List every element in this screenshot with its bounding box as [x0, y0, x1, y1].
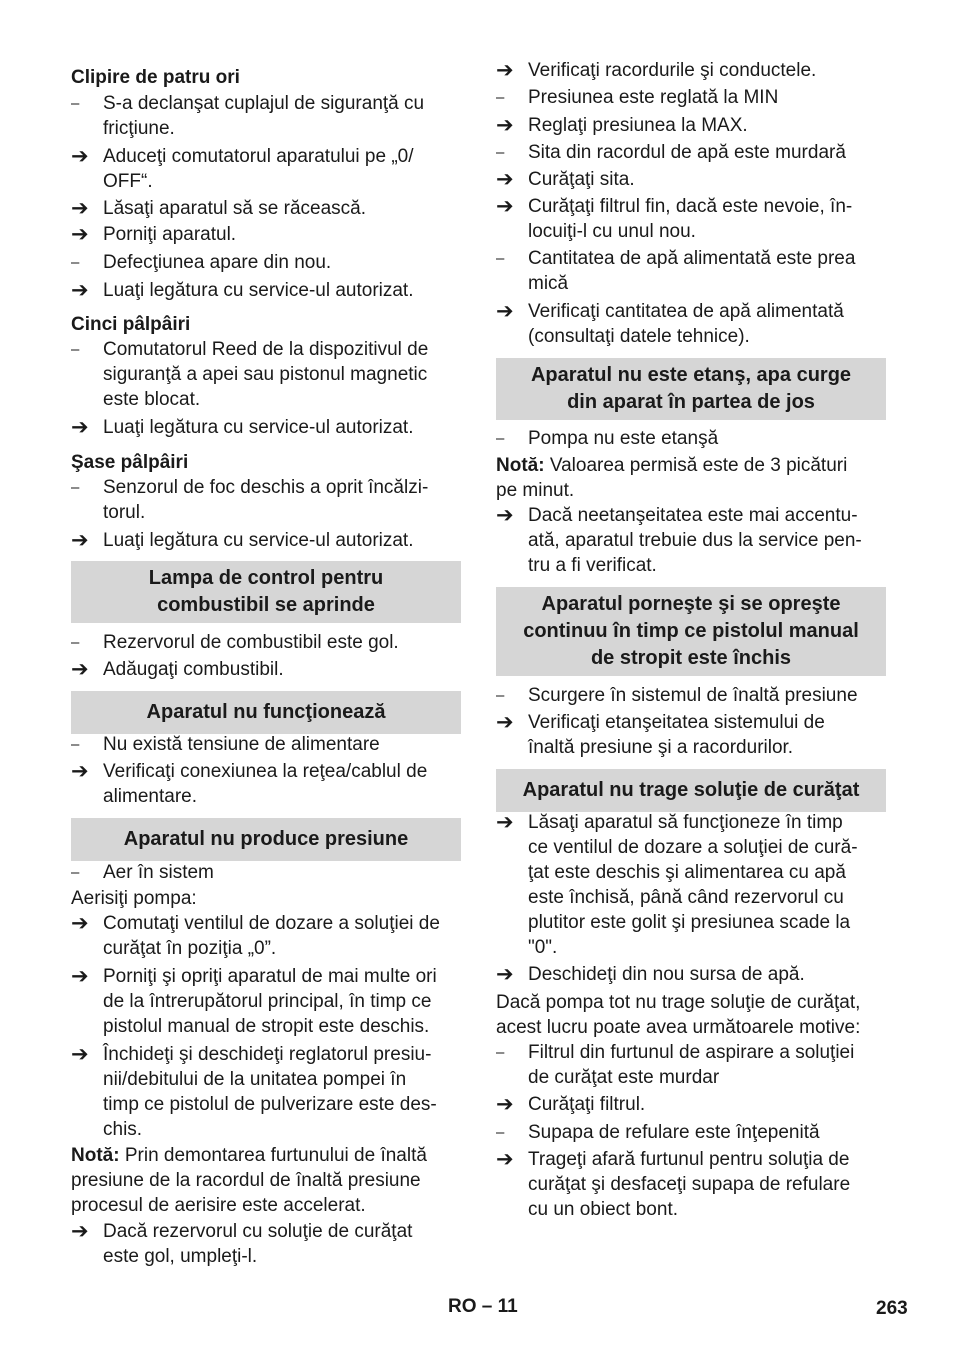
arrow-right-icon: ➔ — [496, 195, 514, 218]
dash-bullet-icon: – — [71, 341, 80, 358]
arrow-right-icon: ➔ — [496, 1148, 514, 1171]
text-line: Verificaţi conexiunea la reţea/cablul de — [103, 761, 428, 782]
arrow-right-icon: ➔ — [496, 59, 514, 82]
arrow-right-icon: ➔ — [71, 965, 89, 988]
text-line — [71, 1143, 461, 1168]
text-line: "0". — [528, 937, 558, 958]
cause-item — [496, 140, 886, 165]
text-line: pistolul manual de stropit este deschis. — [103, 1016, 430, 1037]
arrow-right-icon: ➔ — [71, 279, 89, 302]
text-line: mică — [528, 273, 569, 294]
arrow-right-icon: ➔ — [71, 197, 89, 220]
paragraph — [496, 990, 886, 1040]
text-line: Clipire de patru ori — [71, 67, 240, 88]
arrow-right-icon: ➔ — [496, 811, 514, 834]
remedy-item — [71, 278, 461, 303]
text-line: Trageţi afară furtunul pentru soluţia de — [528, 1149, 850, 1170]
section-heading-line: continuu în timp ce pistolul manual — [523, 620, 859, 642]
cause-item — [71, 337, 461, 412]
arrow-right-icon: ➔ — [71, 1220, 89, 1243]
subheading — [71, 312, 461, 337]
dash-bullet-icon: – — [496, 89, 505, 106]
remedy-item — [496, 1092, 886, 1117]
dash-bullet-icon: – — [71, 254, 80, 271]
subheading — [71, 450, 461, 475]
text-line: Luaţi legătura cu service-ul autorizat. — [103, 417, 414, 438]
text-line: Pompa nu este etanşă — [528, 428, 719, 449]
remedy-item — [496, 167, 886, 192]
remedy-item — [496, 1147, 886, 1222]
arrow-right-icon: ➔ — [71, 529, 89, 552]
arrow-right-icon: ➔ — [496, 963, 514, 986]
text-line: este închisă, până când rezervorul cu — [528, 887, 844, 908]
text-line: înaltă presiune şi a racordurilor. — [528, 737, 794, 758]
section-page-label: RO – 11 — [448, 1296, 518, 1317]
remedy-item — [496, 710, 886, 760]
arrow-right-icon: ➔ — [71, 145, 89, 168]
text-line: de la întrerupătorul principal, în timp ce — [103, 991, 432, 1012]
remedy-item — [71, 1219, 461, 1269]
arrow-right-icon: ➔ — [496, 300, 514, 323]
cause-item — [496, 426, 886, 451]
text-line: Curăţaţi filtrul. — [528, 1094, 646, 1115]
arrow-right-icon: ➔ — [71, 658, 89, 681]
cause-item — [496, 1040, 886, 1090]
cause-item — [71, 475, 461, 525]
remedy-item — [71, 144, 461, 194]
note-text: Valoarea permisă este de 3 picături — [544, 455, 848, 476]
text-line: Presiunea este reglată la MIN — [528, 87, 779, 108]
section-heading-line: Aparatul nu trage soluţie de curăţat — [522, 779, 860, 801]
cause-item — [496, 246, 886, 296]
section-heading-line: Aparatul nu produce presiune — [123, 828, 409, 850]
text-line: cu un obiect bont. — [528, 1199, 678, 1220]
remedy-item — [71, 415, 461, 440]
text-line: chis. — [103, 1119, 143, 1140]
text-line: Comutaţi ventilul de dozare a soluţiei de — [103, 913, 440, 934]
arrow-right-icon: ➔ — [496, 711, 514, 734]
text-line: Aduceţi comutatorul aparatului pe „0/ — [103, 146, 414, 167]
arrow-right-icon: ➔ — [71, 912, 89, 935]
text-line: Luaţi legătura cu service-ul autorizat. — [103, 280, 414, 301]
page-number: 263 — [876, 1298, 908, 1319]
arrow-right-icon: ➔ — [71, 223, 89, 246]
dash-bullet-icon: – — [71, 479, 80, 496]
text-line: Verificaţi etanşeitatea sistemului de — [528, 712, 825, 733]
text-line: tru a fi verificat. — [528, 555, 657, 576]
text-line: Dacă pompa tot nu trage soluţie de curăţat, — [496, 992, 861, 1013]
text-line: curăţat în poziţia „0”. — [103, 938, 277, 959]
remedy-item — [496, 962, 886, 987]
dash-bullet-icon: – — [496, 430, 505, 447]
text-line: Dacă rezervorul cu soluţie de curăţat — [103, 1221, 413, 1242]
text-line: este gol, umpleţi-l. — [103, 1246, 258, 1267]
dash-bullet-icon: – — [71, 864, 80, 881]
text-line: Adăugaţi combustibil. — [103, 659, 284, 680]
section-heading-line: combustibil se aprinde — [157, 594, 375, 616]
cause-item — [496, 683, 886, 708]
text-line: Lăsaţi aparatul să funcţioneze în timp — [528, 812, 843, 833]
section-heading-line: Aparatul nu funcţionează — [146, 701, 386, 723]
remedy-item — [71, 759, 461, 809]
text-line: Comutatorul Reed de la dispozitivul de — [103, 339, 429, 360]
arrow-right-icon: ➔ — [71, 1043, 89, 1066]
arrow-right-icon: ➔ — [496, 504, 514, 527]
note — [496, 453, 886, 503]
section-heading — [71, 561, 461, 623]
text-line: de curăţat este murdar — [528, 1067, 720, 1088]
section-heading — [496, 358, 886, 420]
text-line: alimentare. — [103, 786, 197, 807]
text-line: Lăsaţi aparatul să se răcească. — [103, 198, 366, 219]
text-line: procesul de aerisire este accelerat. — [71, 1195, 366, 1216]
text-line: ţat este deschis şi alimentarea cu apă — [528, 862, 846, 883]
text-line: Curăţaţi sita. — [528, 169, 635, 190]
cause-item — [71, 250, 461, 275]
remedy-item — [496, 58, 886, 83]
text-line: Luaţi legătura cu service-ul autorizat. — [103, 530, 414, 551]
cause-item — [71, 732, 461, 757]
remedy-item — [496, 503, 886, 578]
text-line: ce ventilul de dozare a soluţiei de cură- — [528, 837, 858, 858]
text-line: torul. — [103, 502, 146, 523]
remedy-item — [71, 196, 461, 221]
text-line: Porniţi aparatul. — [103, 224, 237, 245]
remedy-item — [71, 1042, 461, 1142]
text-line: Sita din racordul de apă este murdară — [528, 142, 846, 163]
paragraph — [71, 886, 461, 911]
dash-bullet-icon: – — [496, 1044, 505, 1061]
text-line: Supapa de refulare este înţepenită — [528, 1122, 820, 1143]
remedy-item — [71, 964, 461, 1039]
text-line: Defecţiunea apare din nou. — [103, 252, 332, 273]
text-line: nii/debitului de la unitatea pompei în — [103, 1069, 407, 1090]
cause-item — [71, 630, 461, 655]
dash-bullet-icon: – — [71, 634, 80, 651]
text-line: OFF“. — [103, 171, 153, 192]
remedy-item — [71, 657, 461, 682]
remedy-item — [496, 194, 886, 244]
subheading — [71, 65, 461, 90]
note-label: Notă: — [71, 1145, 120, 1166]
remedy-item — [496, 113, 886, 138]
text-line: (consultaţi datele tehnice). — [528, 326, 750, 347]
arrow-right-icon: ➔ — [496, 168, 514, 191]
text-line: este blocat. — [103, 389, 201, 410]
section-heading-line: Lampa de control pentru — [148, 567, 384, 589]
dash-bullet-icon: – — [71, 95, 80, 112]
remedy-item — [71, 528, 461, 553]
text-line: Scurgere în sistemul de înaltă presiune — [528, 685, 858, 706]
text-line: curăţat şi desfaceţi supapa de refulare — [528, 1174, 851, 1195]
section-heading-line: Aparatul nu este etanş, apa curge — [530, 364, 852, 386]
text-line: Porniţi şi opriţi aparatul de mai multe ori — [103, 966, 437, 987]
text-line: Aerisiţi pompa: — [71, 888, 197, 909]
section-heading — [496, 587, 886, 676]
text-line: locuiţi-l cu unul nou. — [528, 221, 696, 242]
dash-bullet-icon: – — [496, 1124, 505, 1141]
cause-item — [496, 85, 886, 110]
section-heading — [71, 818, 461, 861]
text-line: Dacă neetanşeitatea este mai accentu- — [528, 505, 858, 526]
note — [71, 1143, 461, 1218]
section-heading-line: din aparat în partea de jos — [567, 391, 815, 413]
text-line: Verificaţi cantitatea de apă alimentată — [528, 301, 844, 322]
text-line: plutitor este golit şi presiunea scade la — [528, 912, 851, 933]
section-heading-line: de stropit este închis — [590, 647, 792, 669]
text-line: Cantitatea de apă alimentată este prea — [528, 248, 856, 269]
text-line: Şase pâlpâiri — [71, 452, 189, 473]
section-heading — [71, 691, 461, 734]
cause-item — [496, 1120, 886, 1145]
text-line — [496, 453, 886, 478]
remedy-item — [71, 222, 461, 247]
dash-bullet-icon: – — [71, 736, 80, 753]
remedy-item — [496, 299, 886, 349]
text-line: ată, aparatul trebuie dus la service pen- — [528, 530, 862, 551]
arrow-right-icon: ➔ — [71, 416, 89, 439]
arrow-right-icon: ➔ — [71, 760, 89, 783]
text-line: presiune de la racordul de înaltă presiune — [71, 1170, 421, 1191]
text-line: Verificaţi racordurile şi conductele. — [528, 60, 817, 81]
text-line: pe minut. — [496, 480, 575, 501]
text-line: Reglaţi presiunea la MAX. — [528, 115, 748, 136]
text-line: siguranţă a apei sau pistonul magnetic — [103, 364, 428, 385]
dash-bullet-icon: – — [496, 250, 505, 267]
text-line: S-a declanşat cuplajul de siguranţă cu — [103, 93, 425, 114]
note-label: Notă: — [496, 455, 545, 476]
text-line: Senzorul de foc deschis a oprit încălzi- — [103, 477, 429, 498]
text-line: Curăţaţi filtrul fin, dacă este nevoie, în- — [528, 196, 853, 217]
text-line: Nu există tensiune de alimentare — [103, 734, 380, 755]
arrow-right-icon: ➔ — [496, 114, 514, 137]
cause-item — [71, 91, 461, 141]
text-line: Aer în sistem — [103, 862, 214, 883]
text-line: acest lucru poate avea următoarele motive: — [496, 1017, 861, 1038]
remedy-item — [496, 810, 886, 960]
text-line: Închideţi şi deschideţi reglatorul presiu- — [103, 1044, 432, 1065]
text-line: Deschideţi din nou sursa de apă. — [528, 964, 805, 985]
arrow-right-icon: ➔ — [496, 1093, 514, 1116]
cause-item — [71, 860, 461, 885]
text-line: Cinci pâlpâiri — [71, 314, 191, 335]
text-line: Rezervorul de combustibil este gol. — [103, 632, 399, 653]
dash-bullet-icon: – — [496, 144, 505, 161]
note-text: Prin demontarea furtunului de înaltă — [119, 1145, 427, 1166]
section-heading-line: Aparatul porneşte şi se opreşte — [541, 593, 841, 615]
remedy-item — [71, 911, 461, 961]
section-heading — [496, 769, 886, 812]
dash-bullet-icon: – — [496, 687, 505, 704]
text-line: Filtrul din furtunul de aspirare a soluţiei — [528, 1042, 855, 1063]
text-line: fricţiune. — [103, 118, 175, 139]
text-line: timp ce pistolul de pulverizare este des- — [103, 1094, 437, 1115]
